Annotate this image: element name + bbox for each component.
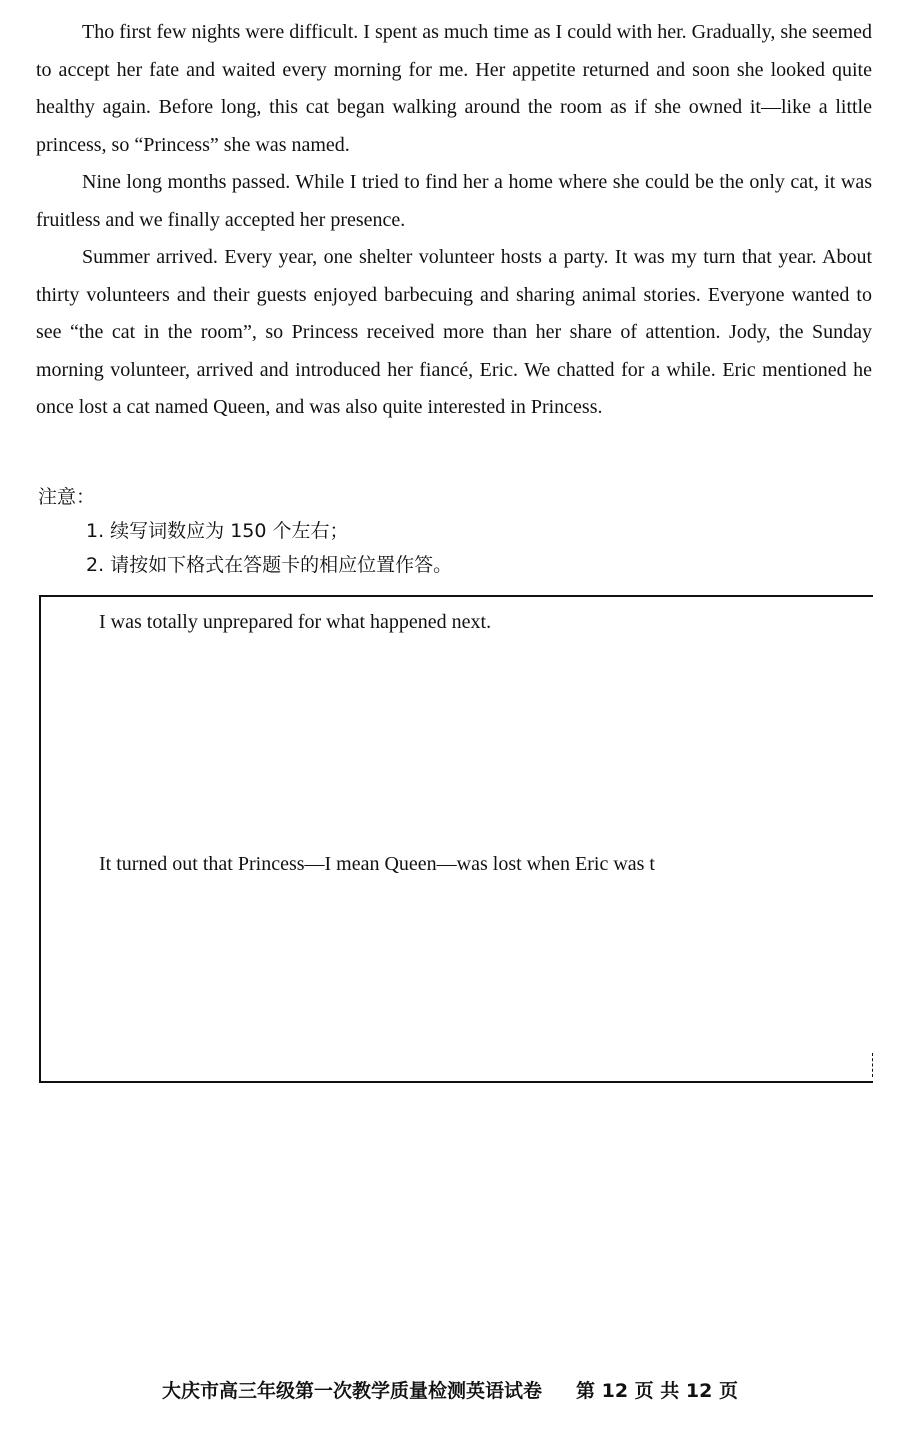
page-footer [0, 1376, 900, 1403]
passage-paragraph-1: Tho first few nights were difficult. I spent as much time as I could with her. Gradually, she seemed to accept her fate and waited every morning for me. Her appetite returned and soon she looked quite healthy again. Before long, this cat began walking around the room as if she owned it—like a little princess, so “Princess” she was named. [36, 21, 872, 156]
box-edge-mark [871, 1053, 873, 1077]
notes-list [38, 514, 452, 582]
page-number: 第 12 页 共 12 页 [576, 1380, 738, 1402]
paragraph-opening-2: It turned out that Princess—I mean Queen—was lost when Eric was t [99, 853, 655, 875]
paragraph-opening-1: I was totally unprepared for what happened next. [99, 611, 492, 633]
note-item-word-count: 1. 续写词数应为 150 个左右； [86, 520, 349, 542]
note-item-answer-format: 2. 请按如下格式在答题卡的相应位置作答。 [86, 554, 453, 576]
story-passage [36, 14, 872, 427]
answer-box [39, 595, 873, 1083]
passage-paragraph-2: Nine long months passed. While I tried to find her a home where she could be the only cat, it was fruitless and we finally accepted her presence. [36, 171, 872, 231]
exam-title: 大庆市高三年级第一次教学质量检测英语试卷 [162, 1380, 543, 1402]
passage-paragraph-3: Summer arrived. Every year, one shelter volunteer hosts a party. It was my turn that year. About thirty volunteers and their guests enjoyed barbecuing and sharing animal stories. Everyone wanted to see “the cat in the room”, so Princess received more than her share of attention. Jody, the Sunday morning volunteer, arrived and introduced her fiancé, Eric. We chatted for a while. Eric mentioned he once lost a cat named Queen, and was also quite interested in Princess. [36, 246, 872, 418]
notes-section [38, 480, 452, 582]
notes-title: 注意： [38, 486, 96, 508]
